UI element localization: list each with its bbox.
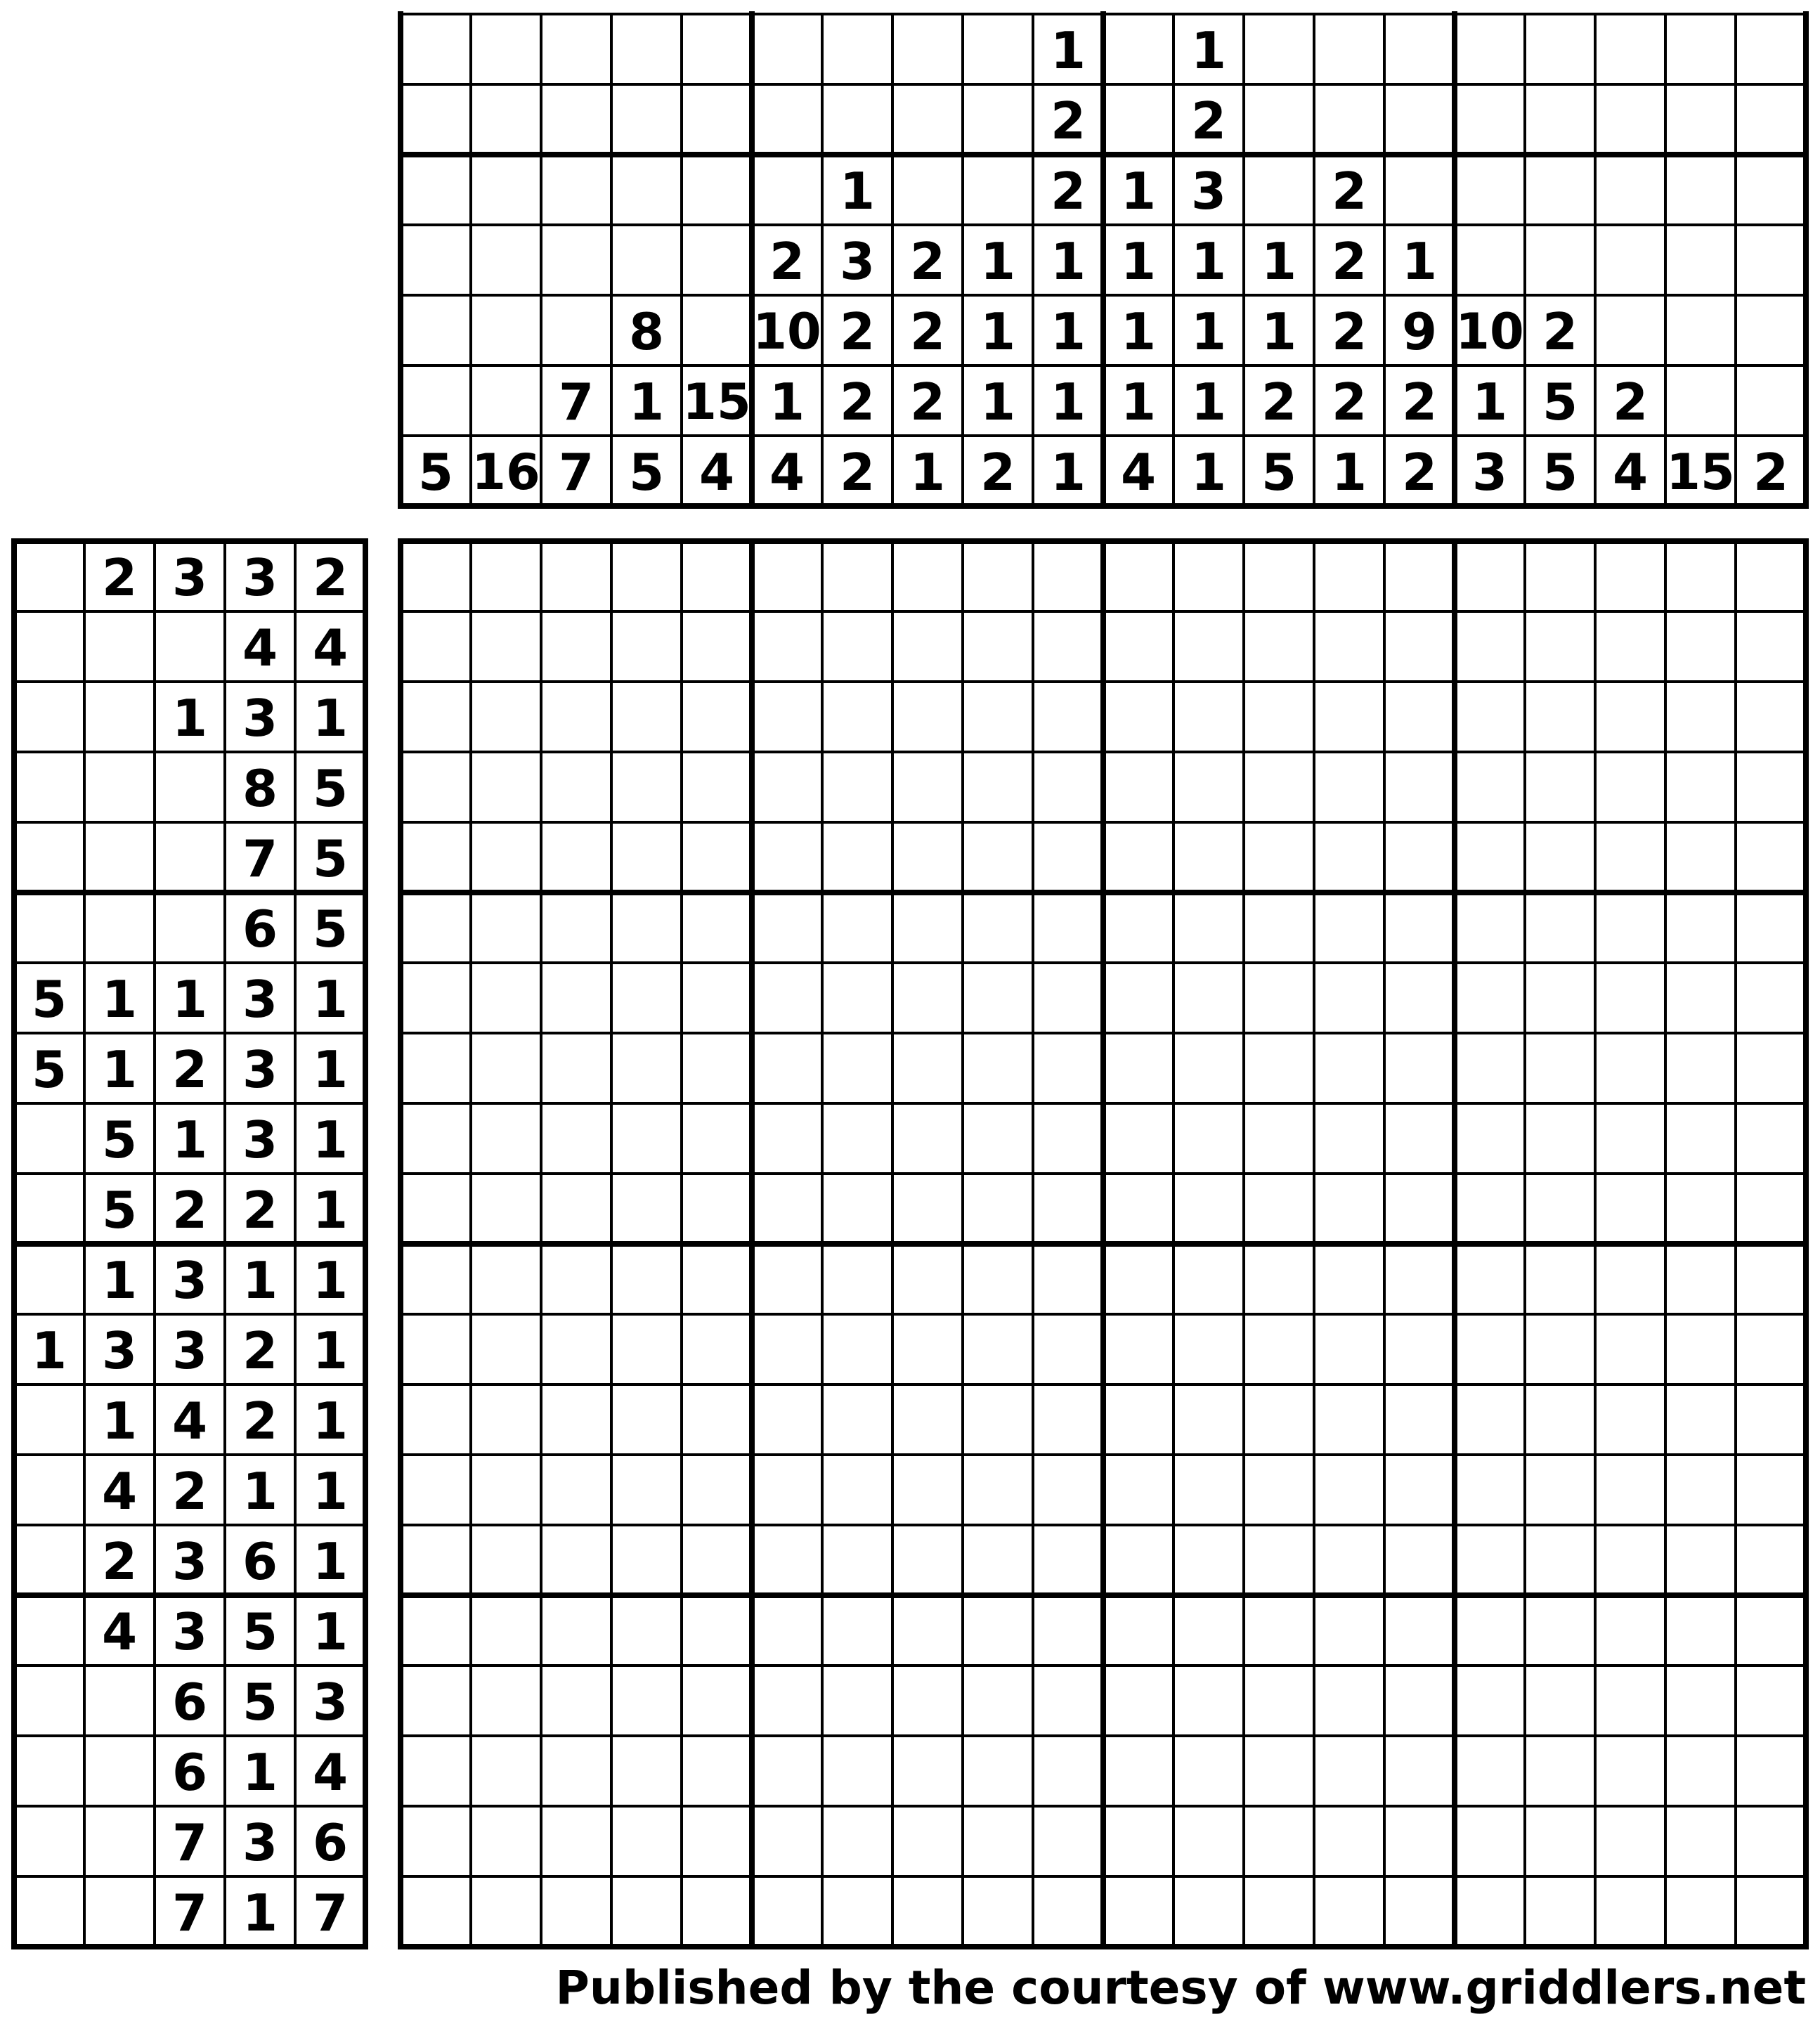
- row-clue-number: 2: [171, 1040, 208, 1099]
- row-clue-number: 5: [31, 1040, 67, 1099]
- column-clue-number: 2: [909, 232, 946, 291]
- column-clue-number: 1: [1190, 232, 1227, 291]
- column-clue-number: 2: [1401, 443, 1438, 502]
- column-clue-number: 5: [1542, 443, 1578, 502]
- row-clue-number: 3: [171, 1602, 208, 1661]
- column-clue-number: 1: [1120, 372, 1157, 431]
- row-clue-number: 5: [312, 759, 349, 818]
- row-clue-number: 3: [101, 1321, 138, 1380]
- column-clue-number: 1: [1050, 232, 1086, 291]
- column-clue-number: 1: [769, 372, 805, 431]
- column-clue-number: 1: [1261, 302, 1297, 361]
- row-clue-number: 1: [312, 1321, 349, 1380]
- column-clue-number: 1: [980, 372, 1016, 431]
- column-clue-number: 1: [1120, 162, 1157, 221]
- column-clue-number: 1: [1401, 232, 1438, 291]
- column-clue-number: 5: [628, 443, 665, 502]
- row-clue-number: 7: [171, 1813, 208, 1872]
- column-clue-number: 2: [769, 232, 805, 291]
- row-clue-number: 3: [242, 1813, 278, 1872]
- column-clue-number: 4: [698, 443, 735, 502]
- row-clue-number: 1: [171, 970, 208, 1029]
- row-clue-number: 3: [171, 1251, 208, 1310]
- column-clue-number: 1: [1050, 21, 1086, 80]
- row-clue-number: 5: [242, 1602, 278, 1661]
- row-clue-number: 3: [171, 548, 208, 607]
- column-clue-number: 2: [1401, 372, 1438, 431]
- column-clue-number: 10: [1455, 303, 1524, 361]
- row-clue-number: 6: [171, 1743, 208, 1802]
- row-clue-number: 1: [242, 1251, 278, 1310]
- row-clue-number: 3: [242, 1040, 278, 1099]
- column-clue-number: 5: [1542, 372, 1578, 431]
- column-clue-number: 2: [980, 443, 1016, 502]
- column-clue-number: 2: [839, 443, 876, 502]
- column-clue-number: 2: [1331, 372, 1367, 431]
- column-clue-number: 1: [1190, 302, 1227, 361]
- column-clue-number: 2: [839, 372, 876, 431]
- column-clue-number: 1: [1190, 372, 1227, 431]
- row-clue-number: 6: [242, 900, 278, 959]
- column-clue-number: 7: [558, 443, 594, 502]
- column-clue-number: 1: [1120, 302, 1157, 361]
- column-clue-number: 2: [909, 372, 946, 431]
- column-clue-number: 4: [1120, 443, 1157, 502]
- row-clue-number: 1: [242, 1883, 278, 1942]
- row-clue-number: 6: [312, 1813, 349, 1872]
- column-clue-number: 1: [839, 162, 876, 221]
- row-clue-number: 1: [312, 1462, 349, 1521]
- column-clue-number: 15: [1666, 443, 1735, 501]
- row-clue-number: 6: [242, 1532, 278, 1591]
- column-clue-number: 1: [628, 372, 665, 431]
- row-clue-area: [14, 541, 365, 1947]
- row-clue-number: 3: [242, 548, 278, 607]
- row-clue-number: 1: [312, 1391, 349, 1451]
- row-clue-number: 1: [312, 689, 349, 748]
- row-clue-number: 1: [101, 1251, 138, 1310]
- row-clue-number: 5: [101, 1181, 138, 1240]
- row-clue-number: 1: [312, 1181, 349, 1240]
- row-clue-number: 1: [242, 1462, 278, 1521]
- column-clue-number: 3: [1190, 162, 1227, 221]
- row-clue-number: 1: [101, 1391, 138, 1451]
- row-clue-number: 7: [242, 829, 278, 888]
- column-clue-number: 16: [472, 443, 540, 501]
- row-clue-number: 1: [312, 1532, 349, 1591]
- row-clue-number: 1: [171, 689, 208, 748]
- column-clue-number: 1: [1050, 302, 1086, 361]
- row-clue-number: 5: [101, 1110, 138, 1169]
- solution-grid: [401, 541, 1806, 1947]
- column-clue-number: 2: [1331, 162, 1367, 221]
- row-clue-number: 2: [101, 548, 138, 607]
- row-clue-number: 1: [312, 1251, 349, 1310]
- column-clue-area: [401, 14, 1806, 506]
- column-clue-number: 4: [769, 443, 805, 502]
- row-clue-number: 5: [312, 829, 349, 888]
- column-clue-number: 8: [628, 302, 665, 361]
- row-clue-number: 1: [312, 1040, 349, 1099]
- column-clue-number: 2: [1050, 91, 1086, 150]
- row-clue-number: 7: [171, 1883, 208, 1942]
- row-clue-number: 4: [101, 1602, 138, 1661]
- column-clue-number: 1: [1331, 443, 1367, 502]
- row-clue-number: 3: [312, 1673, 349, 1732]
- row-clue-number: 4: [312, 618, 349, 677]
- column-clue-number: 2: [1612, 372, 1649, 431]
- row-clue-number: 2: [171, 1462, 208, 1521]
- column-clue-number: 2: [1542, 302, 1578, 361]
- row-clue-number: 2: [312, 548, 349, 607]
- column-clue-number: 15: [682, 373, 751, 431]
- row-clue-number: 4: [312, 1743, 349, 1802]
- column-clue-number: 1: [909, 443, 946, 502]
- publisher-credit: Published by the courtesy of www.griddlers.net: [555, 1961, 1806, 2015]
- column-clue-number: 1: [1190, 443, 1227, 502]
- column-clue-number: 7: [558, 372, 594, 431]
- row-clue-number: 4: [101, 1462, 138, 1521]
- column-clue-number: 1: [980, 302, 1016, 361]
- column-clue-number: 2: [839, 302, 876, 361]
- column-clue-number: 1: [1261, 232, 1297, 291]
- row-clue-number: 3: [171, 1321, 208, 1380]
- row-clue-number: 3: [171, 1532, 208, 1591]
- column-clue-number: 2: [1261, 372, 1297, 431]
- column-clue-number: 1: [1050, 372, 1086, 431]
- row-clue-number: 6: [171, 1673, 208, 1732]
- column-clue-number: 1: [980, 232, 1016, 291]
- row-clue-number: 4: [242, 618, 278, 677]
- row-clue-number: 1: [312, 970, 349, 1029]
- row-clue-number: 1: [312, 1602, 349, 1661]
- row-clue-number: 3: [242, 970, 278, 1029]
- row-clue-number: 5: [312, 900, 349, 959]
- row-clue-number: 2: [101, 1532, 138, 1591]
- row-clue-number: 1: [101, 970, 138, 1029]
- row-clue-number: 2: [242, 1391, 278, 1451]
- column-clue-number: 2: [909, 302, 946, 361]
- row-clue-number: 3: [242, 1110, 278, 1169]
- row-clue-number: 1: [171, 1110, 208, 1169]
- column-clue-number: 3: [1471, 443, 1508, 502]
- column-clue-number: 4: [1612, 443, 1649, 502]
- row-clue-number: 1: [101, 1040, 138, 1099]
- row-clue-number: 7: [312, 1883, 349, 1942]
- row-clue-number: 2: [242, 1321, 278, 1380]
- column-clue-number: 1: [1120, 232, 1157, 291]
- column-clue-number: 5: [417, 443, 454, 502]
- row-clue-number: 1: [31, 1321, 67, 1380]
- column-clue-number: 2: [1331, 302, 1367, 361]
- row-clue-number: 2: [242, 1181, 278, 1240]
- column-clue-number: 1: [1471, 372, 1508, 431]
- column-clue-number: 2: [1331, 232, 1367, 291]
- column-clue-number: 2: [1050, 162, 1086, 221]
- column-clue-number: 2: [1190, 91, 1227, 150]
- row-clue-number: 1: [312, 1110, 349, 1169]
- row-clue-number: 1: [242, 1743, 278, 1802]
- column-clue-number: 1: [1190, 21, 1227, 80]
- row-clue-number: 4: [171, 1391, 208, 1451]
- row-clue-number: 3: [242, 689, 278, 748]
- column-clue-number: 9: [1401, 302, 1438, 361]
- row-clue-number: 5: [242, 1673, 278, 1732]
- column-clue-number: 10: [753, 303, 821, 361]
- column-clue-number: 5: [1261, 443, 1297, 502]
- row-clue-number: 5: [31, 970, 67, 1029]
- row-clue-number: 2: [171, 1181, 208, 1240]
- row-clue-number: 8: [242, 759, 278, 818]
- column-clue-number: 3: [839, 232, 876, 291]
- column-clue-number: 2: [1753, 443, 1789, 502]
- column-clue-number: 1: [1050, 443, 1086, 502]
